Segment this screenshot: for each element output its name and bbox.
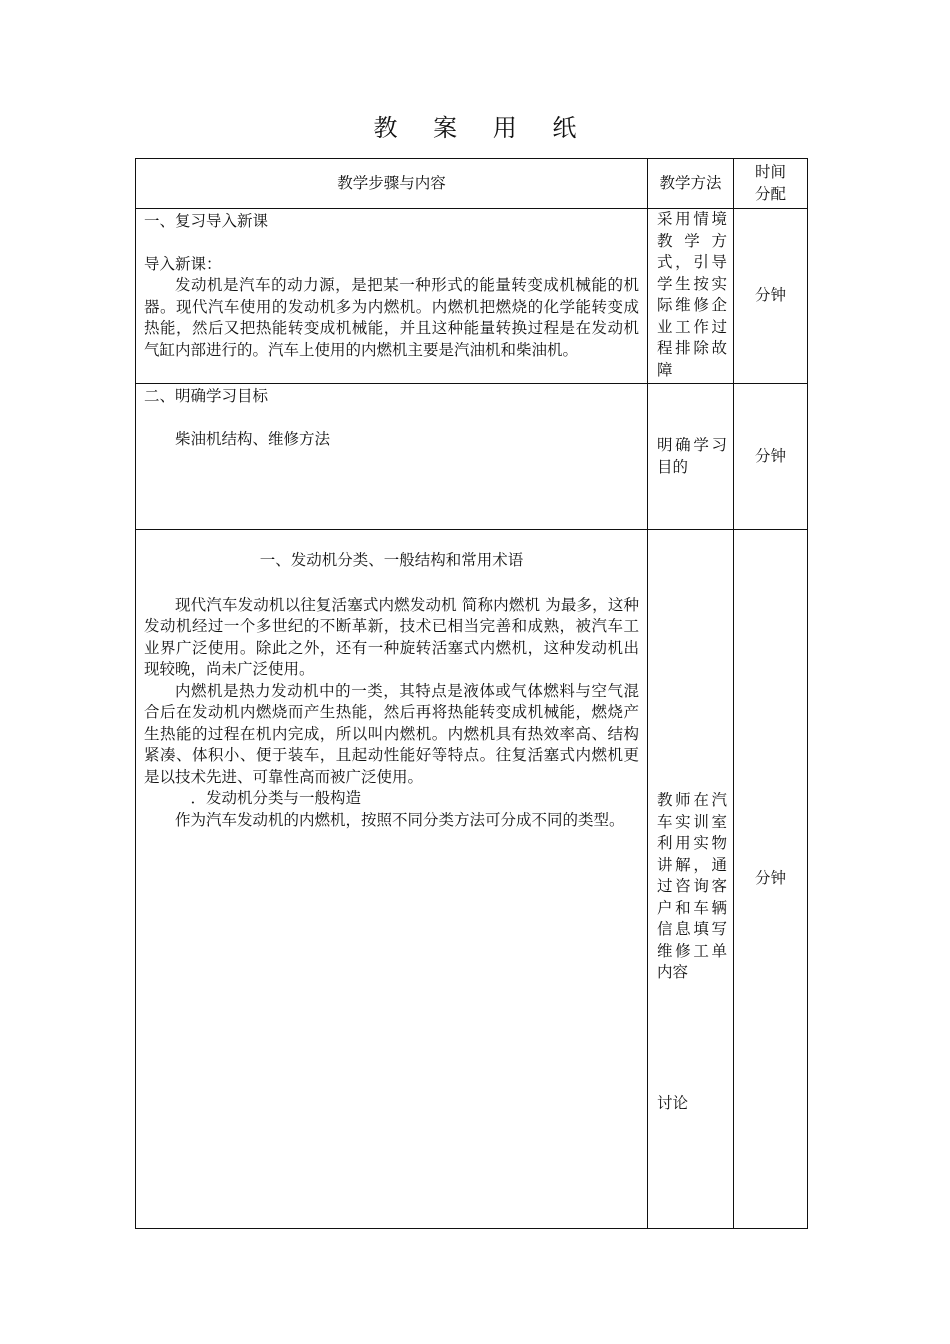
row1-content: [136, 209, 648, 384]
row1-time-text: 分钟: [754, 286, 786, 305]
page-title: 教 案 用 纸: [373, 114, 591, 142]
row3-time-text: 分钟: [754, 869, 786, 888]
header-time-line2: 分配: [754, 184, 786, 203]
lesson-plan-table: [135, 158, 808, 1229]
row3-method: 教师在汽车实训室利用实物讲解，通过咨询客户和车辆信息填写维修工单内容: [657, 791, 727, 981]
row2-time-text: 分钟: [754, 446, 786, 465]
row1-heading: 一、复习导入新课: [144, 212, 269, 230]
header-time-line1: 时间: [754, 163, 786, 181]
row3-content: [136, 530, 648, 1229]
row2-time: [734, 384, 808, 530]
row2-content: [136, 384, 648, 530]
row3-sub-heading: ．发动机分类与一般构造: [190, 789, 362, 807]
row3-method-cell: [648, 530, 734, 1229]
row3-method-extra: 讨论: [657, 1093, 689, 1112]
table-row: [136, 384, 808, 530]
row1-paragraph: 发动机是汽车的动力源，是把某一种形式的能量转变成机械能的机器。现代汽车使用的发动机多为内燃机。内燃机把燃烧的化学能转变成热能，然后又把热能转变成机械能，并且这种能量转换过程是在发动机气缸内部进行的。汽车上使用的内燃机主要是汽油机和柴油机。: [144, 276, 639, 359]
row1-method-cell: [648, 209, 734, 384]
row3-paragraph-3: 作为汽车发动机的内燃机，按照不同分类方法可分成不同的类型。: [175, 810, 625, 829]
row2-heading: 二、明确学习目标: [144, 387, 269, 405]
row2-method-cell: [648, 384, 734, 530]
row3-paragraph-1: 现代汽车发动机以往复活塞式内燃发动机 简称内燃机 为最多，这种发动机经过一个多世纪的不断革新，技术已相当完善和成熟，被汽车工业界广泛使用。除此之外，还有一种旋转活塞式内燃机，这种发动机出现较晚，尚未广泛使用。: [144, 595, 639, 678]
table-row: [136, 209, 808, 384]
header-time: [734, 159, 808, 209]
header-method: 教学方法: [648, 159, 734, 209]
row1-method: 采用情境教学方式，引导学生按实际维修企业工作过程排除故障: [657, 210, 727, 379]
row3-section-title: 一、发动机分类、一般结构和常用术语: [259, 551, 524, 569]
row3-time: [734, 530, 808, 1229]
row3-paragraph-2: 内燃机是热力发动机中的一类，其特点是液体或气体燃料与空气混合后在发动机内燃烧而产生热能，然后再将热能转变成机械能，燃烧产生热能的过程在机内完成，所以叫内燃机。内燃机具有热效率高、结构紧凑、体积小、便于装车，且起动性能好等特点。往复活塞式内燃机更是以技术先进、可靠性高而被广泛使用。: [144, 681, 639, 786]
table-header-row: [136, 159, 808, 209]
row2-method: 明确学习目的: [657, 436, 727, 476]
table-row: [136, 530, 808, 1229]
row1-time: [734, 209, 808, 384]
row2-goal: 柴油机结构、维修方法: [175, 429, 331, 448]
header-content: 教学步骤与内容: [136, 159, 648, 209]
row1-intro-label: 导入新课：: [144, 254, 222, 273]
